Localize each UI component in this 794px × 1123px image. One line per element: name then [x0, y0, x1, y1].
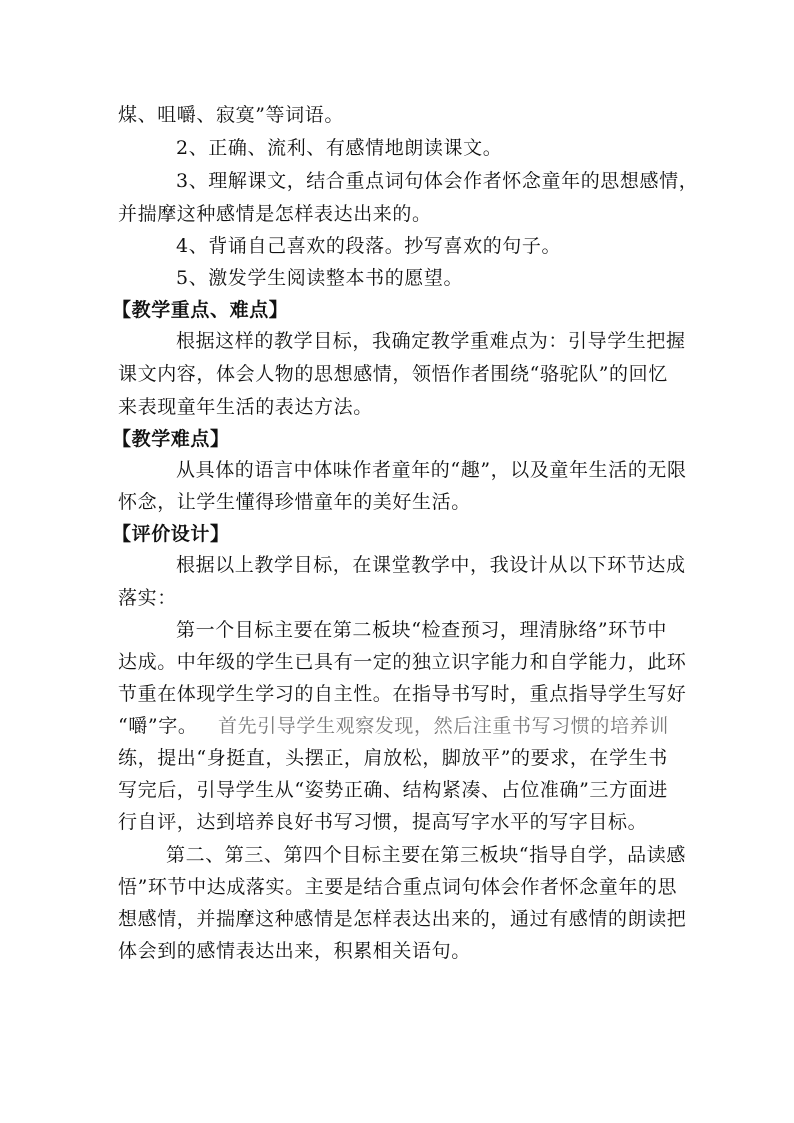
text-line: 根据这样的教学目标，我确定教学重难点为：引导学生把握	[176, 330, 686, 352]
text-line: 写完后，引导学生从“姿势正确、结构紧凑、占位准确”三方面进	[118, 779, 668, 801]
text-line: 3、理解课文，结合重点词句体会作者怀念童年的思想感情，	[176, 170, 699, 192]
section-heading: 【教学重点、难点】	[112, 299, 289, 321]
text-line: 课文内容，体会人物的思想感情，领悟作者围绕“骆驼队”的回忆	[118, 363, 668, 385]
text-line: 达成。中年级的学生已具有一定的独立识字能力和自学能力，此环	[118, 651, 687, 673]
text-line: 并揣摩这种感情是怎样表达出来的。	[118, 203, 432, 225]
section-heading: 【评价设计】	[112, 523, 230, 545]
text-line: 5、激发学生阅读整本书的愿望。	[176, 267, 464, 289]
text-line: 2、正确、流利、有感情地朗读课文。	[176, 137, 503, 159]
section-heading: 【教学难点】	[112, 428, 230, 450]
text-line: 体会到的感情表达出来，积累相关语句。	[118, 940, 471, 962]
text-line: 想感情，并揣摩这种感情是怎样表达出来的，通过有感情的朗读把	[118, 908, 687, 930]
text-line: 从具体的语言中体味作者童年的“趣”，以及童年生活的无限	[176, 459, 687, 481]
text-line: 根据以上教学目标，在课堂教学中，我设计从以下环节达成	[176, 554, 686, 576]
text-line: “嚼”字。	[118, 715, 198, 737]
text-line: 练，提出“身挺直，头摆正，肩放松，脚放平”的要求，在学生书	[118, 747, 668, 769]
text-line: 节重在体现学生学习的自主性。在指导书写时，重点指导学生写好	[118, 683, 687, 705]
text-line: 煤、咀嚼、寂寞”等词语。	[118, 104, 344, 126]
text-line-gray: 首先引导学生观察发现，然后注重书写习惯的培养训	[218, 715, 669, 737]
text-line: 第一个目标主要在第二板块“检查预习，理清脉络”环节中	[176, 619, 668, 641]
text-line: 来表现童年生活的表达方法。	[118, 396, 373, 418]
text-line: 怀念，让学生懂得珍惜童年的美好生活。	[118, 491, 471, 513]
text-line: 行自评，达到培养良好书写习惯，提高写字水平的写字目标。	[118, 811, 648, 833]
text-line: 第二、第三、第四个目标主要在第三板块“指导自学，品读感	[166, 844, 686, 866]
text-line: 悟”环节中达成落实。主要是结合重点词句体会作者怀念童年的思	[118, 876, 678, 898]
text-line: 4、背诵自己喜欢的段落。抄写喜欢的句子。	[176, 235, 562, 257]
text-line: 落实：	[118, 587, 177, 609]
